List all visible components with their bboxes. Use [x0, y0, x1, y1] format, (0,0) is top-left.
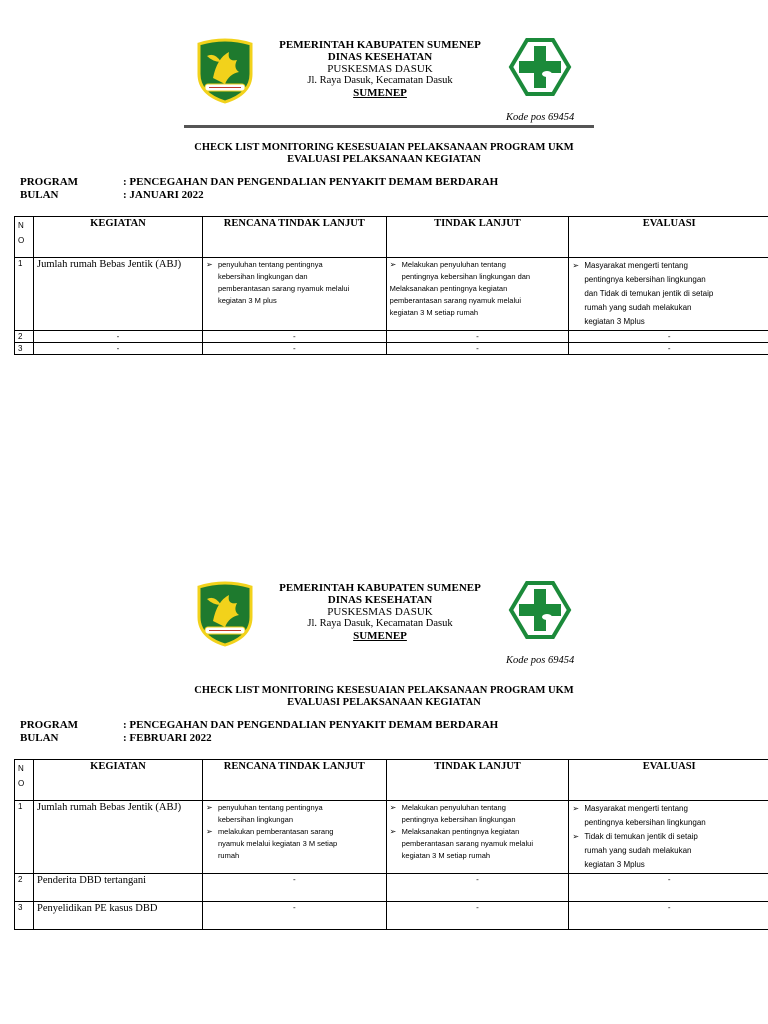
col-tindak: TINDAK LANJUT: [386, 217, 569, 258]
tindak-cell: -: [386, 902, 569, 930]
col-rencana: RENCANA TINDAK LANJUT: [202, 760, 386, 801]
row-number: 1: [15, 258, 34, 331]
arrow-bullet-icon: ➢: [205, 260, 213, 269]
evaluasi-cell: -: [569, 902, 768, 930]
row-number: 2: [15, 331, 34, 343]
arrow-bullet-icon: ➢: [572, 832, 580, 841]
rencana-cell: ➢ penyuluhan tentang pentingnya kebersihan lingkungan dan pemberantasan sarang nyamuk melalui kegiatan 3 M plus: [202, 258, 386, 331]
postal-code: Kode pos 69454: [506, 655, 575, 666]
tindak-cell: -: [386, 343, 569, 355]
rencana-cell: -: [202, 902, 386, 930]
bulan-value: : FEBRUARI 2022: [123, 732, 212, 744]
tindak-cell: -: [386, 331, 569, 343]
rencana-cell: ➢ penyuluhan tentang pentingnya kebersihan lingkungan ➢ melakukan pemberantasan sarang nyamuk melalui kegiatan 3 M setiap rumah: [202, 801, 386, 874]
letterhead: [260, 39, 500, 99]
arrow-bullet-icon: ➢: [389, 803, 397, 812]
title-line-1: CHECK LIST MONITORING KESESUAIAN PELAKSANAAN PROGRAM UKM: [194, 142, 574, 153]
row-number: 1: [15, 801, 34, 874]
kegiatan-cell: Penderita DBD tertangani: [34, 874, 203, 902]
title-line-2: EVALUASI PELAKSANAAN KEGIATAN: [287, 697, 481, 708]
puskesmas-logo-icon: [507, 38, 573, 96]
program-info: [20, 176, 498, 202]
agency-name: DINAS KESEHATAN: [327, 51, 433, 63]
bulan-value: : JANUARI 2022: [123, 189, 204, 201]
kegiatan-cell: Penyelidikan PE kasus DBD: [34, 902, 203, 930]
arrow-bullet-icon: ➢: [572, 804, 580, 813]
letterhead: [260, 582, 500, 642]
checklist-table: [14, 759, 768, 930]
kegiatan-cell: -: [34, 331, 203, 343]
table-row: [15, 902, 768, 930]
agency-name: DINAS KESEHATAN: [327, 594, 433, 606]
city: SUMENEP: [353, 630, 407, 642]
tindak-cell: -: [386, 874, 569, 902]
kegiatan-cell: Jumlah rumah Bebas Jentik (ABJ): [34, 801, 203, 874]
table-header-row: [15, 217, 768, 258]
table-header-row: [15, 760, 768, 801]
puskesmas-logo-icon: [507, 581, 573, 639]
table-row: [15, 343, 768, 355]
title-line-1: CHECK LIST MONITORING KESESUAIAN PELAKSANAAN PROGRAM UKM: [194, 685, 574, 696]
col-no: N O: [15, 217, 34, 258]
bulan-label: BULAN: [20, 189, 59, 201]
table-row: [15, 801, 768, 874]
bulan-label: BULAN: [20, 732, 59, 744]
row-number: 2: [15, 874, 34, 902]
table-row: [15, 874, 768, 902]
program-value: : PENCEGAHAN DAN PENGENDALIAN PENYAKIT DEMAM BERDARAH: [123, 176, 499, 188]
evaluasi-cell: -: [569, 331, 768, 343]
city: SUMENEP: [353, 87, 407, 99]
row-number: 3: [15, 902, 34, 930]
col-rencana: RENCANA TINDAK LANJUT: [202, 217, 386, 258]
rencana-cell: -: [202, 874, 386, 902]
document-january: [0, 0, 768, 380]
program-label: PROGRAM: [20, 176, 79, 188]
title-line-2: EVALUASI PELAKSANAAN KEGIATAN: [287, 154, 481, 165]
evaluasi-cell: ➢ Masyarakat mengerti tentang pentingnya kebersihan lingkungan ➢ Tidak di temukan jentik di setaip rumah yang sudah melakukan kegiatan 3 Mplus: [569, 801, 768, 874]
col-evaluasi: EVALUASI: [569, 760, 768, 801]
arrow-bullet-icon: ➢: [389, 827, 397, 836]
postal-code: Kode pos 69454: [506, 112, 575, 123]
rencana-cell: -: [202, 343, 386, 355]
kegiatan-cell: Jumlah rumah Bebas Jentik (ABJ): [34, 258, 203, 331]
arrow-bullet-icon: ➢: [205, 827, 213, 836]
col-kegiatan: KEGIATAN: [34, 217, 203, 258]
kegiatan-cell: -: [34, 343, 203, 355]
gov-name: PEMERINTAH KABUPATEN SUMENEP: [279, 582, 481, 594]
checklist-table: [14, 216, 768, 355]
program-label: PROGRAM: [20, 719, 79, 731]
puskesmas-name: PUSKESMAS DASUK: [327, 606, 433, 618]
col-evaluasi: EVALUASI: [569, 217, 768, 258]
table-row: [15, 331, 768, 343]
document-title: [0, 142, 768, 166]
header-divider: [184, 125, 594, 128]
address: Jl. Raya Dasuk, Kecamatan Dasuk: [307, 75, 453, 86]
tindak-cell: ➢ Melakukan penyuluhan tentang pentingnya kebersihan lingkungan ➢ Melaksanakan pentingnya kegiatan pemberantasan sarang nyamuk melalui kegiatan 3 M setiap rumah: [386, 801, 569, 874]
address: Jl. Raya Dasuk, Kecamatan Dasuk: [307, 618, 453, 629]
document-title: [0, 685, 768, 709]
sumenep-emblem-icon: [193, 581, 257, 647]
program-info: [20, 719, 498, 745]
arrow-bullet-icon: ➢: [205, 803, 213, 812]
arrow-bullet-icon: ➢: [389, 260, 397, 269]
puskesmas-name: PUSKESMAS DASUK: [327, 63, 433, 75]
tindak-cell: ➢ Melakukan penyuluhan tentang pentingnya kebersihan lingkungan dan Melaksanakan pentingnya kegiatan pemberantasan sarang nyamuk melalui kegiatan 3 M setiap rumah: [386, 258, 569, 331]
evaluasi-cell: -: [569, 343, 768, 355]
evaluasi-cell: ➢ Masyarakat mengerti tentang pentingnya kebersihan lingkungan dan Tidak di temukan jentik di setaip rumah yang sudah melakukan kegiatan 3 Mplus: [569, 258, 768, 331]
program-value: : PENCEGAHAN DAN PENGENDALIAN PENYAKIT DEMAM BERDARAH: [123, 719, 499, 731]
row-number: 3: [15, 343, 34, 355]
col-tindak: TINDAK LANJUT: [386, 760, 569, 801]
arrow-bullet-icon: ➢: [572, 261, 580, 270]
table-row: [15, 258, 768, 331]
rencana-cell: -: [202, 331, 386, 343]
col-kegiatan: KEGIATAN: [34, 760, 203, 801]
gov-name: PEMERINTAH KABUPATEN SUMENEP: [279, 39, 481, 51]
col-no: N O: [15, 760, 34, 801]
document-february: [0, 543, 768, 923]
evaluasi-cell: -: [569, 874, 768, 902]
sumenep-emblem-icon: [193, 38, 257, 104]
